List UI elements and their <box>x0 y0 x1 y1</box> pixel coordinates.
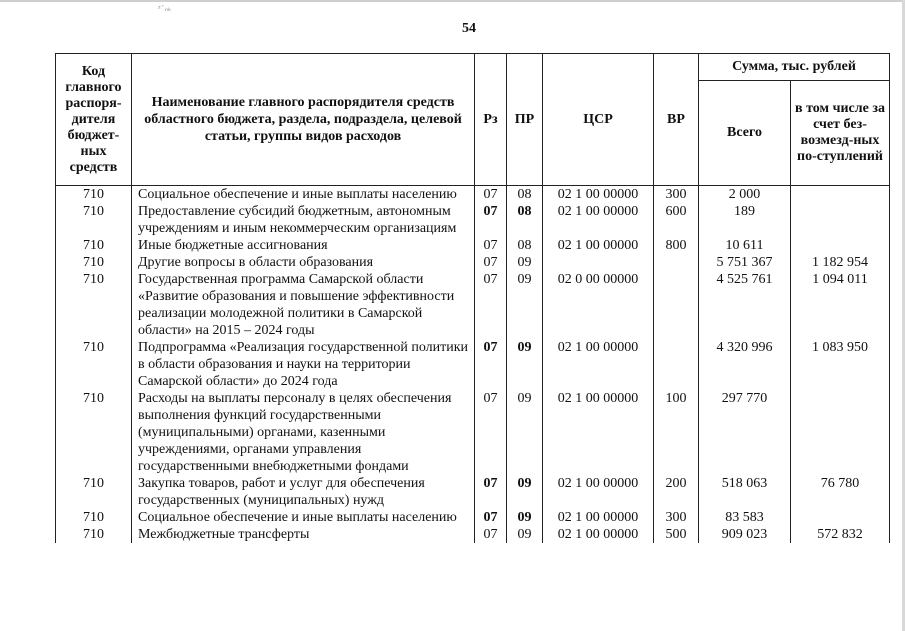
scan-mark: ᶻ᾿ₙₖ <box>158 4 172 13</box>
cell-csr <box>543 254 654 271</box>
table-row <box>56 509 890 526</box>
cell-name: Другие вопросы в области образования <box>132 254 475 271</box>
cell-vr: 200 <box>654 475 699 509</box>
table-row <box>56 271 890 339</box>
cell-free <box>791 390 890 475</box>
header-total: Всего <box>699 81 791 186</box>
cell-csr: 02 0 00 00000 <box>543 271 654 339</box>
cell-name: Государственная программа Самарской области «Развитие образования и повышение эффективности реализации молодежной политики в Самарской области» на 2015 – 2024 годы <box>132 271 475 339</box>
cell-code: 710 <box>56 509 132 526</box>
header-free: в том числе за счет без-возмезд-ных по-ступлений <box>791 81 890 186</box>
cell-total: 83 583 <box>699 509 791 526</box>
cell-rz: 07 <box>475 271 507 339</box>
cell-rz: 07 <box>475 509 507 526</box>
cell-vr <box>654 271 699 339</box>
cell-vr: 800 <box>654 237 699 254</box>
cell-rz: 07 <box>475 237 507 254</box>
cell-total: 909 023 <box>699 526 791 543</box>
cell-name: Межбюджетные трансферты <box>132 526 475 543</box>
cell-total: 189 <box>699 203 791 237</box>
cell-name: Иные бюджетные ассигнования <box>132 237 475 254</box>
cell-free: 1 182 954 <box>791 254 890 271</box>
cell-csr: 02 1 00 00000 <box>543 339 654 390</box>
cell-rz: 07 <box>475 203 507 237</box>
cell-name: Социальное обеспечение и иные выплаты населению <box>132 186 475 204</box>
table-row <box>56 526 890 543</box>
cell-name: Предоставление субсидий бюджетным, автономным учреждениям и иным некоммерческим организациям <box>132 203 475 237</box>
cell-code: 710 <box>56 237 132 254</box>
cell-free: 76 780 <box>791 475 890 509</box>
cell-pr: 09 <box>507 339 543 390</box>
cell-pr: 09 <box>507 475 543 509</box>
cell-vr: 500 <box>654 526 699 543</box>
budget-table <box>55 53 890 543</box>
table-row <box>56 254 890 271</box>
table-row <box>56 203 890 237</box>
cell-total: 5 751 367 <box>699 254 791 271</box>
cell-code: 710 <box>56 254 132 271</box>
cell-free: 1 083 950 <box>791 339 890 390</box>
cell-total: 10 611 <box>699 237 791 254</box>
cell-rz: 07 <box>475 526 507 543</box>
cell-free: 572 832 <box>791 526 890 543</box>
cell-code: 710 <box>56 526 132 543</box>
cell-free <box>791 186 890 204</box>
cell-pr: 08 <box>507 186 543 204</box>
cell-csr: 02 1 00 00000 <box>543 475 654 509</box>
header-vr: ВР <box>654 54 699 186</box>
cell-rz: 07 <box>475 254 507 271</box>
cell-pr: 09 <box>507 390 543 475</box>
header-csr: ЦСР <box>543 54 654 186</box>
cell-csr: 02 1 00 00000 <box>543 186 654 204</box>
cell-total: 297 770 <box>699 390 791 475</box>
cell-total: 2 000 <box>699 186 791 204</box>
table-row <box>56 186 890 204</box>
cell-pr: 09 <box>507 271 543 339</box>
table-row <box>56 390 890 475</box>
table-row <box>56 475 890 509</box>
table-body <box>56 186 890 544</box>
table-row <box>56 339 890 390</box>
cell-vr <box>654 339 699 390</box>
cell-vr: 300 <box>654 186 699 204</box>
cell-name: Расходы на выплаты персоналу в целях обеспечения выполнения функций государственными (муниципальными) органами, казенными учреждениями, органами управления государственными внебюджетными фондами <box>132 390 475 475</box>
cell-pr: 08 <box>507 237 543 254</box>
cell-code: 710 <box>56 203 132 237</box>
cell-free <box>791 237 890 254</box>
cell-name: Подпрограмма «Реализация государственной политики в области образования и науки на территории Самарской области» до 2024 года <box>132 339 475 390</box>
cell-code: 710 <box>56 186 132 204</box>
cell-free: 1 094 011 <box>791 271 890 339</box>
cell-rz: 07 <box>475 339 507 390</box>
cell-code: 710 <box>56 339 132 390</box>
cell-vr: 100 <box>654 390 699 475</box>
cell-code: 710 <box>56 390 132 475</box>
page-number: 54 <box>462 21 476 36</box>
cell-rz: 07 <box>475 475 507 509</box>
cell-name: Социальное обеспечение и иные выплаты населению <box>132 509 475 526</box>
cell-rz: 07 <box>475 390 507 475</box>
cell-csr: 02 1 00 00000 <box>543 509 654 526</box>
cell-pr: 08 <box>507 203 543 237</box>
cell-free <box>791 509 890 526</box>
header-name: Наименование главного распорядителя средств областного бюджета, раздела, подраздела, целевой статьи, группы видов расходов <box>132 54 475 186</box>
cell-csr: 02 1 00 00000 <box>543 203 654 237</box>
header-sum: Сумма, тыс. рублей <box>699 54 890 81</box>
cell-total: 4 320 996 <box>699 339 791 390</box>
cell-pr: 09 <box>507 254 543 271</box>
cell-code: 710 <box>56 271 132 339</box>
cell-vr: 600 <box>654 203 699 237</box>
scan-top-edge <box>0 0 905 2</box>
header-pr: ПР <box>507 54 543 186</box>
cell-csr: 02 1 00 00000 <box>543 237 654 254</box>
cell-rz: 07 <box>475 186 507 204</box>
cell-total: 518 063 <box>699 475 791 509</box>
cell-vr <box>654 254 699 271</box>
cell-pr: 09 <box>507 509 543 526</box>
cell-name: Закупка товаров, работ и услуг для обеспечения государственных (муниципальных) нужд <box>132 475 475 509</box>
cell-free <box>791 203 890 237</box>
cell-csr: 02 1 00 00000 <box>543 390 654 475</box>
header-code: Код главного распоря-дителя бюджет-ных средств <box>56 54 132 186</box>
cell-vr: 300 <box>654 509 699 526</box>
header-rz: Рз <box>475 54 507 186</box>
cell-total: 4 525 761 <box>699 271 791 339</box>
cell-csr: 02 1 00 00000 <box>543 526 654 543</box>
table-row <box>56 237 890 254</box>
cell-pr: 09 <box>507 526 543 543</box>
cell-code: 710 <box>56 475 132 509</box>
